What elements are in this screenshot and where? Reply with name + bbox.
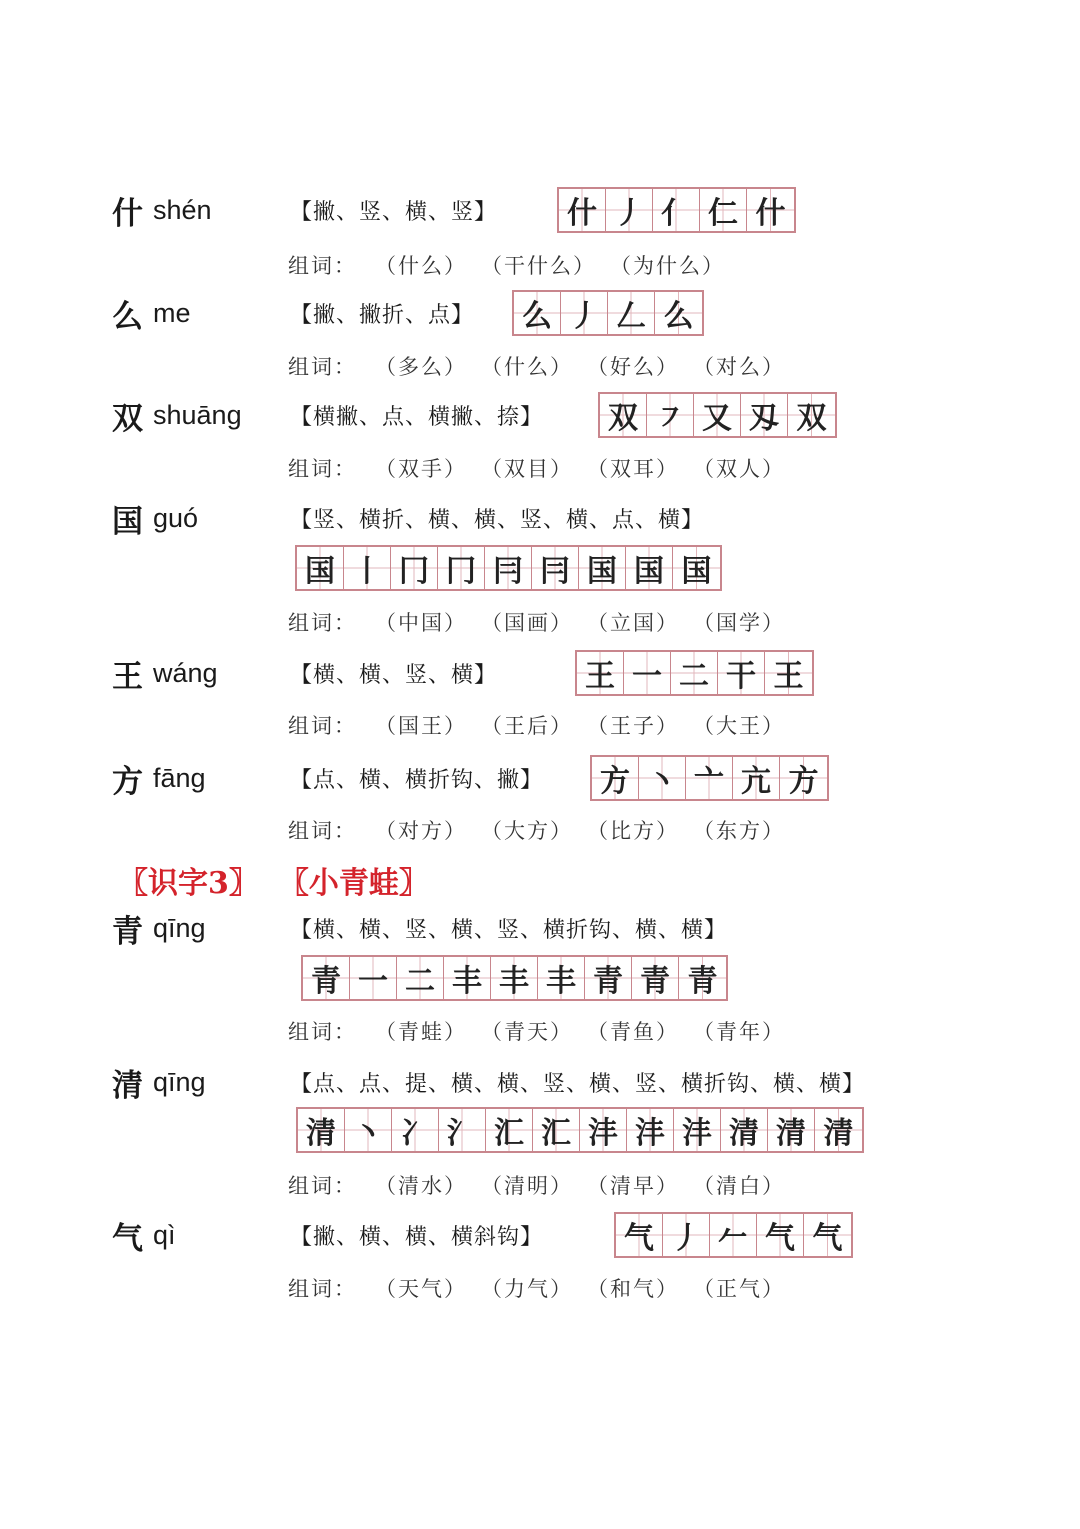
word-example: （天气） [375,1277,467,1301]
stroke-step: 冃 [540,554,570,589]
tianzige-cell [757,1214,804,1256]
stroke-step: 丿 [671,1221,701,1256]
tianzige-cell [632,957,679,999]
word-example: （什么） [375,254,467,278]
entry-character: 么 [112,298,143,335]
tianzige-cell [392,1109,439,1151]
tianzige-cell [627,1109,674,1151]
tianzige-cell [491,957,538,999]
word-example: （什么） [481,355,573,379]
stroke-step: 冃 [493,554,523,589]
stroke-step: 二 [679,659,709,694]
stroke-step: 国 [587,554,617,589]
word-example: （对么） [693,355,785,379]
stroke-step: 丿 [569,299,599,334]
stroke-step: 冂 [399,554,429,589]
tianzige-cell [580,1109,627,1151]
stroke-names: 【撇、横、横、横斜钩】 [290,1224,544,1250]
stroke-step: 丰 [546,964,576,999]
word-example: （双耳） [587,457,679,481]
stroke-step: 氵 [447,1116,477,1151]
tianzige-cell [788,394,835,436]
entry-pinyin: qīng [153,1066,206,1097]
entry-heading [112,648,218,698]
word-example: （双目） [481,457,573,481]
tianzige-cell [600,394,647,436]
stroke-order-grid [512,290,704,336]
tianzige-cell [768,1109,815,1151]
stroke-names: 【竖、横折、横、横、竖、横、点、横】 [290,507,705,533]
stroke-step: 又 [702,401,732,436]
stroke-step: 什 [567,196,597,231]
tianzige-cell [439,1109,486,1151]
entry-character: 什 [112,195,143,232]
word-example: （青蛙） [375,1020,467,1044]
word-example: （青鱼） [587,1020,679,1044]
stroke-step: 青 [593,964,623,999]
word-example: （国王） [375,714,467,738]
words-label: 组词： [288,611,357,635]
stroke-step: 冂 [446,554,476,589]
tianzige-cell [747,189,794,231]
entry-character: 气 [112,1220,143,1257]
word-examples [288,1013,799,1049]
word-example: （干什么） [481,254,596,278]
word-example: （好么） [587,355,679,379]
entry-heading [112,185,212,235]
words-label: 组词： [288,819,357,843]
tianzige-cell [344,547,391,589]
entry-heading [112,1057,206,1107]
tianzige-cell [608,292,655,334]
word-example: （东方） [693,819,785,843]
stroke-step: 双 [796,401,827,436]
stroke-step: 王 [773,659,804,694]
word-examples [288,348,799,384]
tianzige-cell [532,547,579,589]
tianzige-cell [486,1109,533,1151]
stroke-step: 汇 [541,1116,571,1151]
words-label: 组词： [288,1020,357,1044]
tianzige-cell [592,757,639,799]
stroke-step: 沣 [682,1116,712,1151]
stroke-step: 𠃋 [616,299,646,334]
tianzige-cell [624,652,671,694]
stroke-step: 沣 [588,1116,618,1151]
stroke-step: 清 [306,1116,336,1151]
entry-character: 青 [112,913,143,950]
stroke-order-grid [296,1107,864,1153]
stroke-order-grid [614,1212,853,1258]
word-example: （正气） [693,1277,785,1301]
tianzige-cell [298,1109,345,1151]
tianzige-cell [679,957,726,999]
stroke-order-grid [590,755,829,801]
stroke-step: 一 [632,659,662,694]
stroke-step: 亠 [694,764,724,799]
stroke-order-grid [598,392,837,438]
word-example: （清早） [587,1174,679,1198]
words-label: 组词： [288,457,357,481]
entry-pinyin: qì [153,1219,176,1250]
tianzige-cell [616,1214,663,1256]
tianzige-cell [780,757,827,799]
word-example: （中国） [375,611,467,635]
words-label: 组词： [288,1174,357,1198]
tianzige-cell [647,394,694,436]
tianzige-cell [345,1109,392,1151]
word-example: （双手） [375,457,467,481]
tianzige-cell [626,547,673,589]
word-example: （比方） [587,819,679,843]
stroke-step: 清 [823,1116,854,1151]
tianzige-cell [815,1109,862,1151]
entry-heading [112,753,206,803]
tianzige-cell [700,189,747,231]
tianzige-cell [533,1109,580,1151]
word-example: （和气） [587,1277,679,1301]
tianzige-cell [579,547,626,589]
entry-pinyin: guó [153,502,199,533]
stroke-step: 气 [624,1221,654,1256]
stroke-step: 丰 [452,964,482,999]
stroke-names: 【横撇、点、横撇、捺】 [290,404,544,430]
stroke-order-grid [575,650,814,696]
tianzige-cell [673,547,720,589]
stroke-step: 一 [358,964,388,999]
tianzige-cell [585,957,632,999]
entry-heading [112,288,191,338]
word-examples [288,604,799,640]
stroke-step: 汇 [494,1116,524,1151]
tianzige-cell [733,757,780,799]
tianzige-cell [514,292,561,334]
stroke-step: 什 [755,196,786,231]
word-example: （对方） [375,819,467,843]
entry-character: 清 [112,1067,143,1104]
word-example: （国学） [693,611,785,635]
word-example: （国画） [481,611,573,635]
stroke-names: 【点、点、提、横、横、竖、横、竖、横折钩、横、横】 [290,1071,866,1097]
stroke-order-grid [295,545,722,591]
word-example: （为什么） [610,254,725,278]
word-example: （立国） [587,611,679,635]
word-example: （力气） [481,1277,573,1301]
entry-character: 双 [112,400,143,437]
entry-heading [112,1210,176,1260]
stroke-step: 青 [687,964,718,999]
stroke-step: 清 [776,1116,806,1151]
stroke-step: 亢 [741,764,771,799]
words-label: 组词： [288,254,357,278]
entry-pinyin: me [153,297,191,328]
stroke-step: 方 [788,764,819,799]
tianzige-cell [655,292,702,334]
stroke-step: 丶 [647,764,677,799]
tianzige-cell [538,957,585,999]
word-example: （清明） [481,1174,573,1198]
stroke-step: 么 [522,299,552,334]
lesson-label: 〖识字3〗 [118,866,259,901]
tianzige-cell [765,652,812,694]
stroke-step: 么 [663,299,694,334]
tianzige-cell [559,189,606,231]
stroke-step: 干 [726,659,756,694]
stroke-names: 【横、横、竖、横、竖、横折钩、横、横】 [290,917,728,943]
word-example: （多么） [375,355,467,379]
tianzige-cell [718,652,765,694]
tianzige-cell [391,547,438,589]
words-label: 组词： [288,355,357,379]
stroke-step: 双 [608,401,638,436]
tianzige-cell [741,394,788,436]
stroke-names: 【撇、撇折、点】 [290,302,475,328]
stroke-names: 【点、横、横折钩、撇】 [290,767,544,793]
entry-pinyin: shuāng [153,399,242,430]
word-examples [288,707,799,743]
tianzige-cell [710,1214,757,1256]
entry-heading [112,493,198,543]
entry-pinyin: qīng [153,912,206,943]
word-example: （清水） [375,1174,467,1198]
words-label: 组词： [288,714,357,738]
tianzige-cell [297,547,344,589]
tianzige-cell [561,292,608,334]
tianzige-cell [686,757,733,799]
entry-character: 王 [112,658,143,695]
tianzige-cell [397,957,444,999]
tianzige-cell [639,757,686,799]
stroke-step: 气 [812,1221,843,1256]
word-example: （大方） [481,819,573,843]
stroke-step: 亻 [661,196,691,231]
tianzige-cell [653,189,700,231]
tianzige-cell [663,1214,710,1256]
word-example: （青天） [481,1020,573,1044]
stroke-step: 国 [305,554,335,589]
stroke-step: 清 [729,1116,759,1151]
stroke-names: 【撇、竖、横、竖】 [290,199,498,225]
tianzige-cell [804,1214,851,1256]
entry-heading [112,390,242,440]
stroke-names: 【横、横、竖、横】 [290,662,498,688]
tianzige-cell [674,1109,721,1151]
word-examples [288,450,799,486]
stroke-step: 丿 [614,196,644,231]
stroke-step: 青 [311,964,341,999]
word-example: （清白） [693,1174,785,1198]
stroke-step: 国 [681,554,712,589]
words-label: 组词： [288,1277,357,1301]
word-example: （大王） [693,714,785,738]
stroke-step: 沣 [635,1116,665,1151]
tianzige-cell [303,957,350,999]
tianzige-cell [350,957,397,999]
stroke-order-grid [557,187,796,233]
stroke-step: 仁 [708,196,738,231]
tianzige-cell [606,189,653,231]
entry-pinyin: shén [153,194,212,225]
word-example: （青年） [693,1020,785,1044]
entry-character: 方 [112,763,143,800]
stroke-step: 丰 [499,964,529,999]
stroke-step: 方 [600,764,630,799]
stroke-order-grid [301,955,728,1001]
entry-pinyin: wáng [153,657,218,688]
word-examples [288,247,739,283]
word-examples [288,1270,799,1306]
tianzige-cell [694,394,741,436]
tianzige-cell [438,547,485,589]
stroke-step: 冫 [400,1116,430,1151]
entry-character: 国 [112,503,143,540]
word-example: （王后） [481,714,573,738]
lesson-title: 〖小青蛙〗 [278,866,429,901]
entry-heading [112,903,206,953]
tianzige-cell [444,957,491,999]
stroke-step: 气 [765,1221,795,1256]
tianzige-cell [577,652,624,694]
stroke-step: 二 [405,964,435,999]
stroke-step: 刄 [749,401,779,436]
tianzige-cell [485,547,532,589]
stroke-step: ㇇ [655,401,685,436]
section-heading [118,858,449,902]
stroke-step: 丨 [352,554,382,589]
entry-pinyin: fāng [153,762,206,793]
word-examples [288,812,799,848]
word-example: （王子） [587,714,679,738]
tianzige-cell [671,652,718,694]
stroke-step: 王 [585,659,615,694]
stroke-step: 国 [634,554,664,589]
stroke-step: 青 [640,964,670,999]
tianzige-cell [721,1109,768,1151]
word-examples [288,1167,799,1203]
word-example: （双人） [693,457,785,481]
stroke-step: 𠂉 [718,1221,748,1256]
stroke-step: 丶 [353,1116,383,1151]
